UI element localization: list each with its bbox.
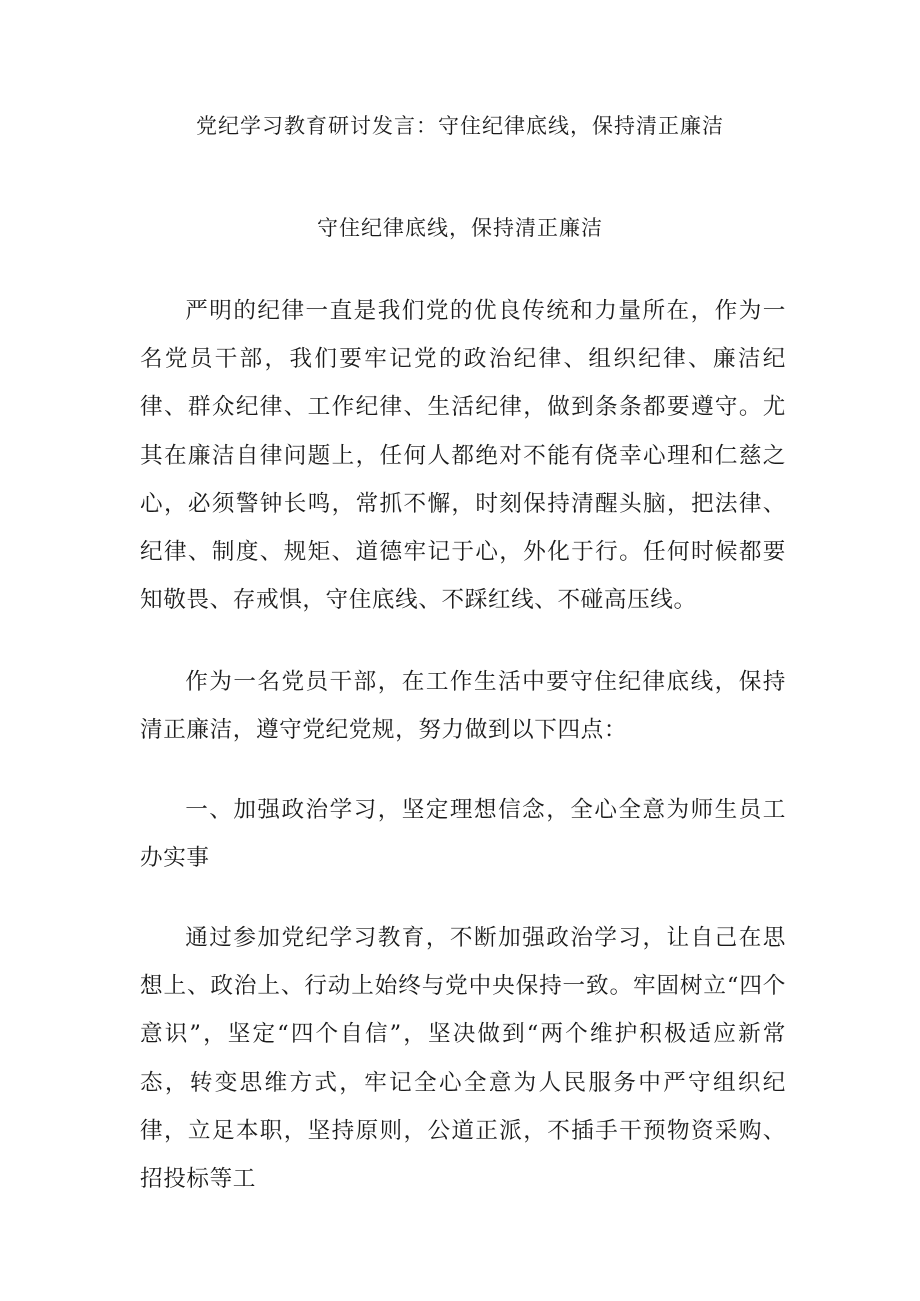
paragraph-political-study: 通过参加党纪学习教育，不断加强政治学习，让自己在思想上、政治上、行动上始终与党中央保持一致。牢固树立“四个意识”，坚定“四个自信”，坚决做到“两个维护积极适应新常态，转变思维方式，牢记全心全意为人民服务中严守组织纪律，立足本职，坚持原则，公道正派，不插手干预物资采购、招投标等工 bbox=[140, 925, 786, 1193]
section-heading-one: 一、加强政治学习，坚定理想信念，全心全意为师生员工办实事 bbox=[140, 797, 786, 872]
document-title: 党纪学习教育研讨发言：守住纪律底线，保持清正廉洁 bbox=[196, 114, 724, 138]
paragraph-discipline-tradition: 严明的纪律一直是我们党的优良传统和力量所在，作为一名党员干部，我们要牢记党的政治纪律、组织纪律、廉洁纪律、群众纪律、工作纪律、生活纪律，做到条条都要遵守。尤其在廉洁自律问题上，任何人都绝对不能有侥幸心理和仁慈之心，必须警钟长鸣，常抓不懈，时刻保持清醒头脑，把法律、纪律、制度、规矩、道德牢记于心，外化于行。任何时候都要知敬畏、存戒惧，守住底线、不踩红线、不碰高压线。 bbox=[140, 298, 786, 614]
paragraph-four-points-intro: 作为一名党员干部，在工作生活中要守住纪律底线，保持清正廉洁，遵守党纪党规，努力做到以下四点： bbox=[140, 669, 786, 744]
document-subtitle: 守住纪律底线，保持清正廉洁 bbox=[317, 216, 603, 240]
